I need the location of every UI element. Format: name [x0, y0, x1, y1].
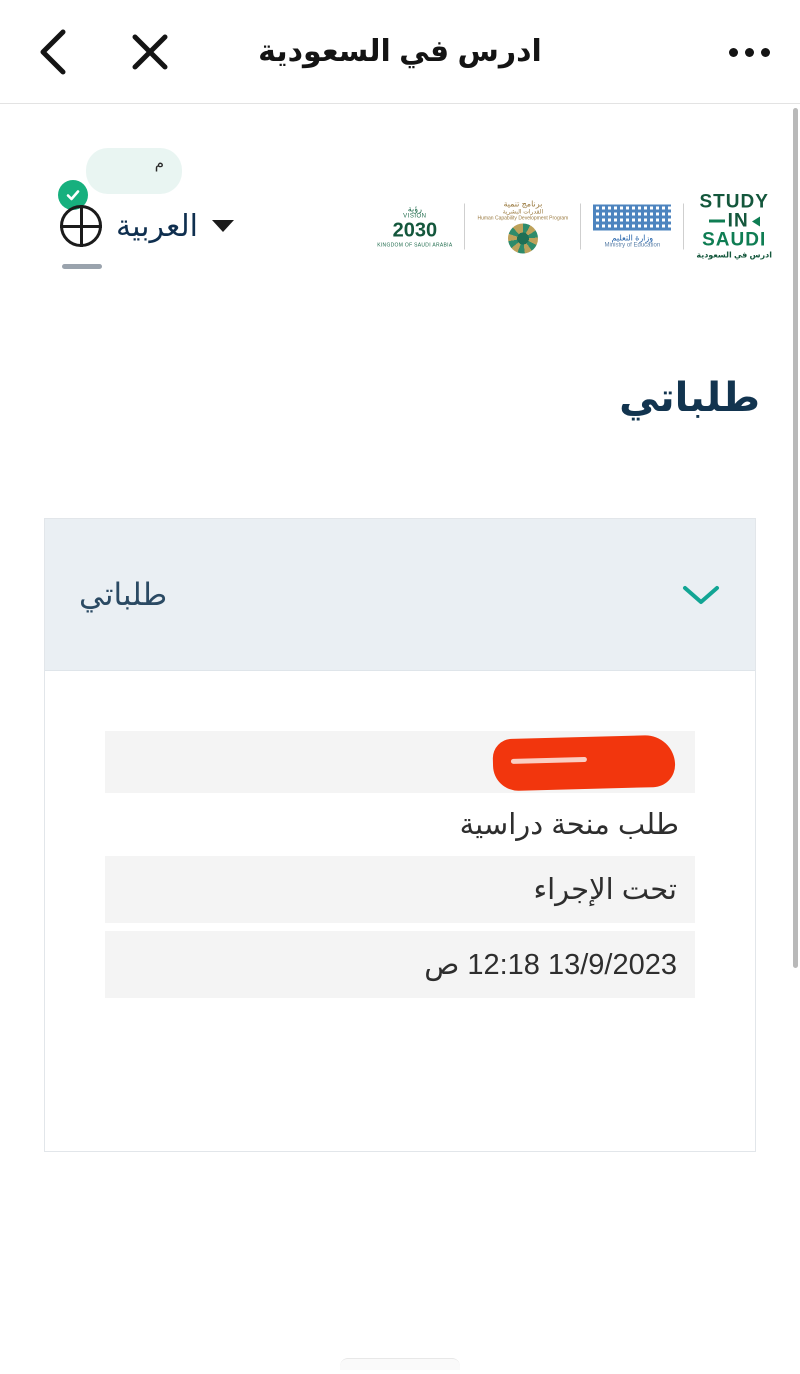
app-bar — [0, 0, 800, 104]
page-title-bar: ادرس في السعودية — [258, 35, 542, 68]
arrow-icon — [752, 216, 760, 226]
requests-card — [44, 518, 756, 1152]
logo-divider — [580, 203, 581, 249]
logo-study-in-saudi: STUDY IN SAUDI ادرس في السعودية — [696, 191, 772, 260]
request-type-value: طلب منحة دراسية — [459, 809, 679, 841]
logo-vision-2030: رؤية VISION 2030 KINGDOM OF SAUDI ARABIA — [377, 204, 453, 248]
redaction-mark — [492, 735, 675, 792]
program-emblem-icon — [508, 223, 538, 253]
language-tooltip-bubble — [86, 148, 182, 194]
chevron-down-icon — [681, 583, 721, 607]
logo-human-capability-program: برنامج تنمية القدرات البشرية Human Capability Development Program — [477, 199, 568, 253]
language-label: العربية — [116, 209, 198, 243]
tooltip-mini-label: م — [154, 155, 164, 172]
logo-divider — [464, 203, 465, 249]
language-selector[interactable] — [60, 205, 234, 247]
request-datetime-value: 13/9/2023 12:18 ص — [105, 931, 695, 998]
logo-divider — [683, 203, 684, 249]
site-header — [0, 104, 800, 314]
page-body — [0, 104, 800, 1374]
more-options-button[interactable] — [718, 26, 780, 78]
page-bottom-indicator — [340, 1358, 460, 1370]
accordion-body — [45, 671, 755, 1151]
applicant-name-row — [105, 731, 695, 793]
page-title: طلباتي — [619, 376, 760, 420]
logo-ministry-of-education: وزارة التعليم Ministry of Education — [593, 204, 671, 248]
accordion-header[interactable] — [45, 519, 755, 671]
accordion-title: طلباتي — [79, 576, 168, 612]
check-icon — [64, 186, 82, 204]
more-icon — [729, 48, 770, 57]
hamburger-icon — [62, 264, 102, 269]
globe-icon[interactable] — [60, 205, 102, 247]
request-status-value: تحت الإجراء — [105, 856, 695, 923]
chevron-down-icon — [212, 220, 234, 232]
dotted-pattern-icon — [593, 204, 671, 230]
logo-strip — [377, 193, 772, 260]
menu-button[interactable] — [62, 264, 102, 284]
